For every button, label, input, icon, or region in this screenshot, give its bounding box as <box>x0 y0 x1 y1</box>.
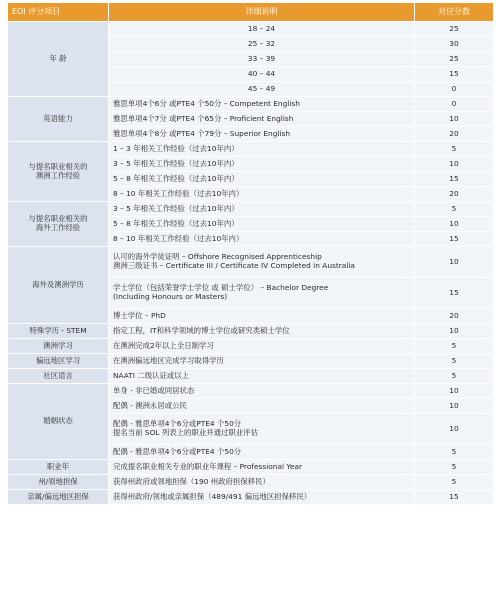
description-cell: 配偶 - 雅思单项4个6分或PTE4 个50分 提名当前 SOL 列表上的职业并通过职业评估 <box>109 414 415 445</box>
description-cell: 25 – 32 <box>109 37 415 52</box>
score-cell: 10 <box>415 414 494 445</box>
category-cell: 与提名职业相关的 澳洲工作经验 <box>8 142 109 202</box>
score-cell: 0 <box>415 82 494 97</box>
score-cell: 10 <box>415 384 494 399</box>
table-row <box>8 475 494 490</box>
header-description: 详细说明 <box>109 3 415 22</box>
description-cell: 18 – 24 <box>109 22 415 37</box>
category-cell: 职业年 <box>8 460 109 475</box>
description-cell: 获得州政府/领地或亲属担保（489/491 偏远地区担保移民） <box>109 490 415 505</box>
table-row <box>8 339 494 354</box>
score-cell: 25 <box>415 22 494 37</box>
description-cell: 认可的海外学徒证明 – Offshore Recognised Apprenticeship 澳洲三级证书 – Certificate III / Certificate IV Completed in Australia <box>109 247 415 278</box>
score-cell: 0 <box>415 97 494 112</box>
description-cell: 1 – 3 年相关工作经验（过去10年内） <box>109 142 415 157</box>
score-cell: 5 <box>415 142 494 157</box>
description-cell: 指定工程，IT和科学领域的博士学位或研究类硕士学位 <box>109 324 415 339</box>
description-cell: 在澳洲偏远地区完成学习取得学历 <box>109 354 415 369</box>
table-header <box>8 3 494 22</box>
category-cell: 偏远地区学习 <box>8 354 109 369</box>
table-row <box>8 324 494 339</box>
score-cell: 10 <box>415 399 494 414</box>
table-row <box>8 354 494 369</box>
points-table-sheet <box>7 2 493 505</box>
score-cell: 15 <box>415 67 494 82</box>
category-cell: 海外及澳洲学历 <box>8 247 109 324</box>
score-cell: 15 <box>415 172 494 187</box>
header-row <box>8 3 494 22</box>
description-cell: 单身 - 非已婚或同居状态 <box>109 384 415 399</box>
score-cell: 20 <box>415 127 494 142</box>
description-cell: 配偶 - 雅思单项4个6分或PTE4 个50分 <box>109 445 415 460</box>
score-cell: 30 <box>415 37 494 52</box>
header-category: EOI 评分项目 <box>8 3 109 22</box>
header-score: 对应分数 <box>415 3 494 22</box>
description-cell: 雅思单项4个8分 或PTE4 个79分 – Superior English <box>109 127 415 142</box>
score-cell: 5 <box>415 445 494 460</box>
description-cell: 雅思单项4个6分 或PTE4 个50分 – Competent English <box>109 97 415 112</box>
table-row <box>8 369 494 384</box>
score-cell: 5 <box>415 202 494 217</box>
score-cell: 20 <box>415 309 494 324</box>
description-cell: 3 – 5 年相关工作经验（过去10年内） <box>109 202 415 217</box>
score-cell: 15 <box>415 232 494 247</box>
table-row <box>8 460 494 475</box>
description-cell: 在澳洲完成2年以上全日制学习 <box>109 339 415 354</box>
description-cell: 获得州政府或领地担保（190 州政府担保移民） <box>109 475 415 490</box>
category-cell: 与提名职业相关的 海外工作经验 <box>8 202 109 247</box>
table-row <box>8 384 494 399</box>
table-row <box>8 490 494 505</box>
description-cell: 40 – 44 <box>109 67 415 82</box>
description-cell: 雅思单项4个7分 或PTE4 个65分 – Proficient English <box>109 112 415 127</box>
description-cell: NAATI 二级认证或以上 <box>109 369 415 384</box>
score-cell: 25 <box>415 52 494 67</box>
category-cell: 澳洲学习 <box>8 339 109 354</box>
score-cell: 5 <box>415 460 494 475</box>
category-cell: 亲属/偏远地区担保 <box>8 490 109 505</box>
description-cell: 配偶 - 澳洲永居或公民 <box>109 399 415 414</box>
table-body <box>8 22 494 505</box>
description-cell: 8 – 10 年相关工作经验（过去10年内） <box>109 232 415 247</box>
description-cell: 8 – 10 年相关工作经验（过去10年内） <box>109 187 415 202</box>
score-cell: 10 <box>415 112 494 127</box>
score-cell: 5 <box>415 339 494 354</box>
score-cell: 20 <box>415 187 494 202</box>
score-cell: 10 <box>415 324 494 339</box>
eoi-points-table <box>7 2 494 505</box>
score-cell: 15 <box>415 278 494 309</box>
score-cell: 10 <box>415 217 494 232</box>
table-row <box>8 247 494 278</box>
table-row <box>8 22 494 37</box>
table-row <box>8 142 494 157</box>
category-cell: 州/领地担保 <box>8 475 109 490</box>
description-cell: 5 – 8 年相关工作经验（过去10年内） <box>109 172 415 187</box>
description-cell: 博士学位 – PhD <box>109 309 415 324</box>
table-row <box>8 97 494 112</box>
score-cell: 5 <box>415 369 494 384</box>
description-cell: 学士学位（包括荣誉学士学位 或 硕士学位） – Bachelor Degree (Including Honours or Masters) <box>109 278 415 309</box>
score-cell: 5 <box>415 475 494 490</box>
score-cell: 10 <box>415 247 494 278</box>
table-row <box>8 202 494 217</box>
score-cell: 5 <box>415 354 494 369</box>
category-cell: 英语能力 <box>8 97 109 142</box>
category-cell: 社区语言 <box>8 369 109 384</box>
description-cell: 3 – 5 年相关工作经验（过去10年内） <box>109 157 415 172</box>
score-cell: 10 <box>415 157 494 172</box>
description-cell: 完成提名职业相关专业的职业年课程 – Professional Year <box>109 460 415 475</box>
category-cell: 年 龄 <box>8 22 109 97</box>
description-cell: 5 – 8 年相关工作经验（过去10年内） <box>109 217 415 232</box>
category-cell: 特殊学历 - STEM <box>8 324 109 339</box>
score-cell: 15 <box>415 490 494 505</box>
description-cell: 45 – 49 <box>109 82 415 97</box>
category-cell: 婚姻状态 <box>8 384 109 460</box>
description-cell: 33 – 39 <box>109 52 415 67</box>
